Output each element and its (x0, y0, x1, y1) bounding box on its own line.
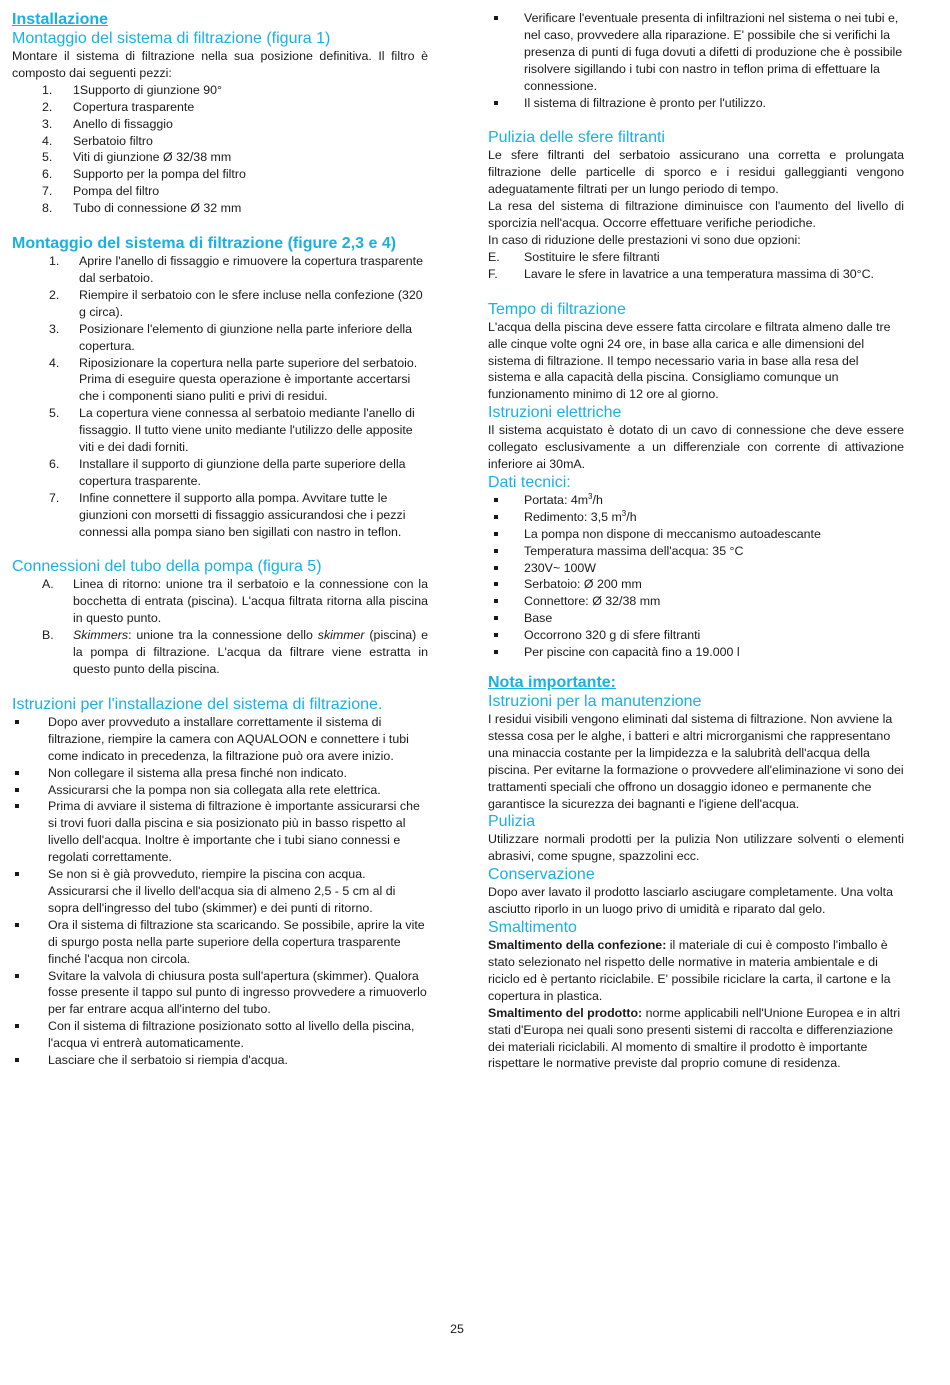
left-column (12, 10, 428, 1069)
bullet-icon (494, 549, 498, 553)
elettriche-paragraph: Il sistema acquistato è dotato di un cavo di connessione che deve essere collegato esclusivamente a un differenziale con corrente di attivazione inferiore ai 30mA. (488, 423, 904, 472)
list-marker: 2. (49, 287, 60, 302)
list-item-text: Svitare la valvola di chiusura posta sull'apertura (skimmer). Qualora fosse presente il tappo sul punto di ingresso provvedere a rimuoverlo per far entrare acqua all'interno del tubo. (48, 968, 427, 1017)
list-item-text: 1Supporto di giunzione 90° (73, 82, 222, 97)
section-title-elettriche: Istruzioni elettriche (488, 404, 622, 422)
bullet-icon (15, 720, 19, 724)
list-item (488, 627, 904, 644)
list-item (488, 560, 904, 577)
list-marker: E. (488, 249, 500, 264)
list-item (12, 917, 428, 968)
list-item (12, 490, 428, 541)
bullet-icon (15, 1058, 19, 1062)
list-item-text: : unione tra la connessione dello (128, 628, 318, 643)
list-item (488, 593, 904, 610)
bullet-icon (494, 16, 498, 20)
list-item-text: Prima di avviare il sistema di filtrazione è importante assicurarsi che si trovi fuori dalla piscina e sia posizionato più in basso rispetto al livello dell'acqua. Inoltre è importante che i tubi siano connessi e regolati correttamente. (48, 799, 420, 865)
list-item (488, 526, 904, 543)
bullet-icon (494, 650, 498, 654)
section-title-tempo: Tempo di filtrazione (488, 300, 626, 318)
tempo-paragraph: L'acqua della piscina deve essere fatta circolare e filtrata almeno dalle tre alle cinque volte ogni 24 ore, in base alla carica e alle dimensioni del sistema di filtrazione. Il tempo necessario varia in base alla resa del sistema e alla capacità della piscina. Consigliamo comunque un funzionamento minimo di 12 ore al giorno. (488, 319, 891, 402)
list-item (488, 249, 904, 266)
list-item-text: Il sistema di filtrazione è pronto per l'utilizzo. (524, 95, 767, 110)
smaltimento-prodotto (488, 1005, 904, 1073)
list-marker: 3. (42, 116, 53, 131)
section-title-manutenzione: Istruzioni per la manutenzione (488, 693, 702, 710)
bullet-icon (494, 101, 498, 105)
list-item-text: Connettore: Ø 32/38 mm (524, 594, 661, 609)
list-item (12, 576, 428, 627)
bullet-icon (494, 566, 498, 570)
bullet-icon (494, 515, 498, 519)
section-title-conservazione: Conservazione (488, 866, 595, 884)
bullet-icon (15, 771, 19, 775)
list-item (12, 116, 428, 133)
list-item-text: Lavare le sfere in lavatrice a una temperatura massima di 30°C. (524, 266, 874, 281)
bullet-icon (494, 498, 498, 502)
bullet-icon (15, 923, 19, 927)
section-title-smaltimento: Smaltimento (488, 919, 577, 937)
list-item-text: Non collegare il sistema alla presa finché non indicato. (48, 765, 347, 780)
checks-list (488, 10, 904, 111)
unit: /h (592, 492, 603, 507)
list-item (12, 866, 428, 917)
list-item-text: Temperatura massima dell'acqua: 35 °C (524, 543, 744, 558)
list-marker: 6. (49, 456, 60, 471)
assembly-steps-list (12, 253, 428, 540)
list-item-text: Copertura trasparente (73, 99, 195, 114)
connections-list (12, 576, 428, 677)
list-item (488, 10, 904, 95)
list-item (488, 543, 904, 560)
bullet-icon (15, 804, 19, 808)
list-marker: F. (488, 266, 498, 281)
section-title-pulizia-sfere: Pulizia delle sfere filtranti (488, 129, 665, 147)
right-column (488, 10, 904, 1072)
list-item-text: Per piscine con capacità fino a 19.000 l (524, 645, 740, 660)
list-item-text: Assicurarsi che la pompa non sia collegata alla rete elettrica. (48, 782, 381, 797)
section-title-pulizia: Pulizia (488, 813, 536, 831)
list-marker: 5. (42, 150, 53, 165)
list-item (12, 133, 428, 150)
list-marker: 3. (49, 321, 60, 336)
section-title-istruzioni-installazione: Istruzioni per l'installazione del sistema di filtrazione. (12, 695, 383, 713)
list-marker: 7. (49, 490, 60, 505)
bullet-icon (494, 582, 498, 586)
list-item (488, 509, 904, 526)
pulizia-sfere-p3: In caso di riduzione delle prestazioni vi sono due opzioni: (488, 232, 801, 247)
list-item (12, 200, 428, 217)
list-item-text: Riempire il serbatoio con le sfere incluse nella confezione (320 g circa). (79, 287, 423, 319)
pulizia-sfere-p2: La resa del sistema di filtrazione diminuisce con l'aumento del livello di sporcizia nell'acqua. Occorre effettuare verifiche periodiche. (488, 199, 904, 231)
list-item-text: Portata: 4m (524, 492, 589, 507)
term-skimmer: skimmer (317, 628, 365, 643)
list-item (12, 1052, 428, 1069)
list-item (12, 253, 428, 287)
list-item-text: Occorrono 320 g di sfere filtranti (524, 628, 701, 643)
list-item-text: Pompa del filtro (73, 184, 160, 199)
list-marker: 1. (42, 82, 53, 97)
list-marker: B. (42, 628, 54, 643)
list-item-text: Redimento: 3,5 m (524, 509, 622, 524)
technical-data-list (488, 492, 904, 661)
bullet-icon (15, 1024, 19, 1028)
list-item (12, 355, 428, 406)
list-item (12, 765, 428, 782)
bullet-icon (494, 633, 498, 637)
section-title-dati-tecnici: Dati tecnici: (488, 473, 571, 491)
list-item-text: Posizionare l'elemento di giunzione nella parte inferiore della copertura. (79, 321, 412, 353)
list-item-text: Sostituire le sfere filtranti (524, 249, 660, 264)
list-item-text: Con il sistema di filtrazione posizionato sotto al livello della piscina, l'acqua vi entrerà automaticamente. (48, 1019, 415, 1051)
smaltimento-prodotto-text: norme applicabili nell'Unione Europea e in altri stati d'Europa nei quali sono presenti sistemi di raccolta e differenziazione dei materiali riciclabili. Al momento di smaltire il prodotto è importante rispettare le normative previste dal proprio comune di residenza. (488, 1005, 901, 1071)
bullet-icon (15, 872, 19, 876)
superscript: 3 (621, 508, 627, 518)
installazione-title: Installazione (12, 11, 109, 28)
list-item-text: Aprire l'anello di fissaggio e rimuovere la copertura trasparente dal serbatoio. (79, 254, 423, 285)
bullet-icon (494, 532, 498, 536)
list-item (12, 149, 428, 166)
manutenzione-paragraph: I residui visibili vengono eliminati dal sistema di filtrazione. Non avviene la stessa cosa per le alghe, i batteri e altri microrganismi che rappresentano una minaccia costante per la limpidezza e la salubrità dell'acqua della piscina. Per evitarne la formazione o provvedere all'eliminazione vi sono dei trattamenti speciali che offrono un dosaggio idoneo e permanente che garantisce la sicurezza dei bagnanti e l'igiene dell'acqua. (488, 712, 904, 811)
smaltimento-confezione-label: Smaltimento della confezione: (488, 938, 667, 953)
list-marker: 8. (42, 201, 53, 216)
list-item-text: Base (524, 611, 553, 626)
list-item (488, 492, 904, 509)
list-marker: 2. (42, 99, 53, 114)
list-marker: 6. (42, 167, 53, 182)
list-item-text: Infine connettere il supporto alla pompa. Avvitare tutte le giunzioni con morsetti di fissaggio assicurandosi che i pezzi connessi alla pompa siano ben sigillati con nastro in teflon. (79, 490, 406, 539)
term-skimmers: Skimmers (73, 628, 129, 643)
list-item (12, 714, 428, 765)
list-item-text: Anello di fissaggio (73, 116, 173, 131)
section-title-connessioni: Connessioni del tubo della pompa (figura 5) (12, 558, 322, 576)
list-marker: 4. (49, 355, 60, 370)
montaggio-intro: Montare il sistema di filtrazione nella sua posizione definitiva. Il filtro è composto dai seguenti pezzi: (12, 49, 428, 80)
parts-list (12, 82, 428, 217)
list-item (12, 166, 428, 183)
list-item-text: (piscina) e la pompa di filtrazione. L'acqua da filtrare viene estratta in questo punto della piscina. (73, 628, 428, 676)
list-item (488, 266, 904, 283)
list-marker: 1. (49, 254, 60, 269)
list-item-text: Verificare l'eventuale presenta di infiltrazioni nel sistema o nei tubi e, nel caso, provvedere alla riparazione. E' possibile che si verifichi la presenza di punti di fuga dovuti a difetti di produzione che è possibile risolvere sigillando i tubi con nastro in teflon prima di effettuare la connessione. (524, 11, 903, 93)
list-item-text: Serbatoio: Ø 200 mm (524, 577, 642, 592)
list-marker: 5. (49, 406, 60, 421)
installation-instructions-list (12, 714, 428, 1069)
list-item (12, 99, 428, 116)
list-item-text: 230V~ 100W (524, 560, 596, 575)
list-item (12, 183, 428, 200)
list-item-text: Lasciare che il serbatoio si riempia d'acqua. (48, 1053, 288, 1068)
section-title-montaggio-fig234: Montaggio del sistema di filtrazione (figure 2,3 e 4) (12, 235, 397, 253)
list-item (12, 627, 428, 678)
list-item-text: Viti di giunzione Ø 32/38 mm (73, 150, 232, 165)
smaltimento-confezione-text: il materiale di cui è composto l'imballo è stato selezionato nel rispetto delle normative in materia ambientale e di riciclo ed è pertanto riciclabile. E' possibile riciclare la carta, il cartone e la copertura in plastica. (488, 938, 891, 1003)
list-item-text: Riposizionare la copertura nella parte superiore del serbatoio. Prima di eseguire questa operazione è importante accertarsi che i componenti siano puliti e privi di residui. (79, 355, 418, 404)
superscript: 3 (588, 491, 593, 501)
list-item (12, 1018, 428, 1052)
list-item (12, 782, 428, 799)
list-marker: 7. (42, 184, 53, 199)
list-marker: A. (42, 577, 54, 592)
list-item (12, 405, 428, 456)
section-title-montaggio-fig1: Montaggio del sistema di filtrazione (figura 1) (12, 30, 331, 47)
list-item-text: La pompa non dispone di meccanismo autoadescante (524, 526, 821, 541)
list-item (488, 576, 904, 593)
unit: /h (626, 509, 637, 524)
list-item (488, 95, 904, 112)
list-item-text: Dopo aver provveduto a installare correttamente il sistema di filtrazione, riempire la camera con AQUALOON e connettere i tubi come indicato in precedenza, la filtrazione può ora avere inizio. (48, 714, 409, 763)
list-item-text: La copertura viene connessa al serbatoio mediante l'anello di fissaggio. Il tutto viene unito mediante l'utilizzo delle apposite viti e dei dadi forniti. (79, 406, 415, 455)
list-item-text: Installare il supporto di giunzione della parte superiore della copertura trasparente. (79, 456, 406, 488)
list-item-text: Tubo di connessione Ø 32 mm (73, 201, 242, 216)
options-list (488, 249, 904, 283)
bullet-icon (494, 599, 498, 603)
list-item (12, 321, 428, 355)
list-item (12, 968, 428, 1019)
page-number: 25 (450, 1322, 464, 1336)
list-item (12, 287, 428, 321)
list-item (12, 82, 428, 99)
list-marker: 4. (42, 133, 53, 148)
list-item-text: Supporto per la pompa del filtro (73, 167, 246, 182)
list-item-text: Serbatoio filtro (73, 133, 153, 148)
nota-importante-title: Nota importante: (488, 674, 616, 691)
pulizia-paragraph: Utilizzare normali prodotti per la pulizia Non utilizzare solventi o elementi abrasivi, come spugne, spazzolini ecc. (488, 832, 904, 864)
list-item-text: Linea di ritorno: unione tra il serbatoio e la connessione con la bocchetta di entrata (piscina). L'acqua filtrata ritorna alla piscina in questo punto. (73, 577, 428, 626)
list-item (488, 644, 904, 661)
bullet-icon (15, 788, 19, 792)
list-item (488, 610, 904, 627)
bullet-icon (494, 616, 498, 620)
smaltimento-confezione (488, 937, 904, 1005)
list-item-text: Se non si è già provveduto, riempire la piscina con acqua. Assicurarsi che il livello dell'acqua sia di almeno 2,5 - 5 cm al di sopra dell'ingresso del tubo (skimmer) e dei punti di ritorno. (48, 867, 396, 915)
list-item (12, 798, 428, 866)
conservazione-paragraph: Dopo aver lavato il prodotto lasciarlo asciugare completamente. Una volta asciutto riporlo in un luogo privo di umidità e riparato dal gelo. (488, 885, 893, 917)
bullet-icon (15, 974, 19, 978)
list-item-text: Ora il sistema di filtrazione sta scaricando. Se possibile, aprire la vite di spurgo posta nella parte superiore della copertura trasparente finché l'acqua non circola. (48, 917, 425, 966)
pulizia-sfere-p1: Le sfere filtranti del serbatoio assicurano una corretta e prolungata filtrazione delle particelle di sporco e i residui galleggianti vengono adeguatamente filtrati per un lungo periodo di tempo. (488, 148, 904, 197)
smaltimento-prodotto-label: Smaltimento del prodotto: (488, 1005, 643, 1020)
list-item (12, 456, 428, 490)
